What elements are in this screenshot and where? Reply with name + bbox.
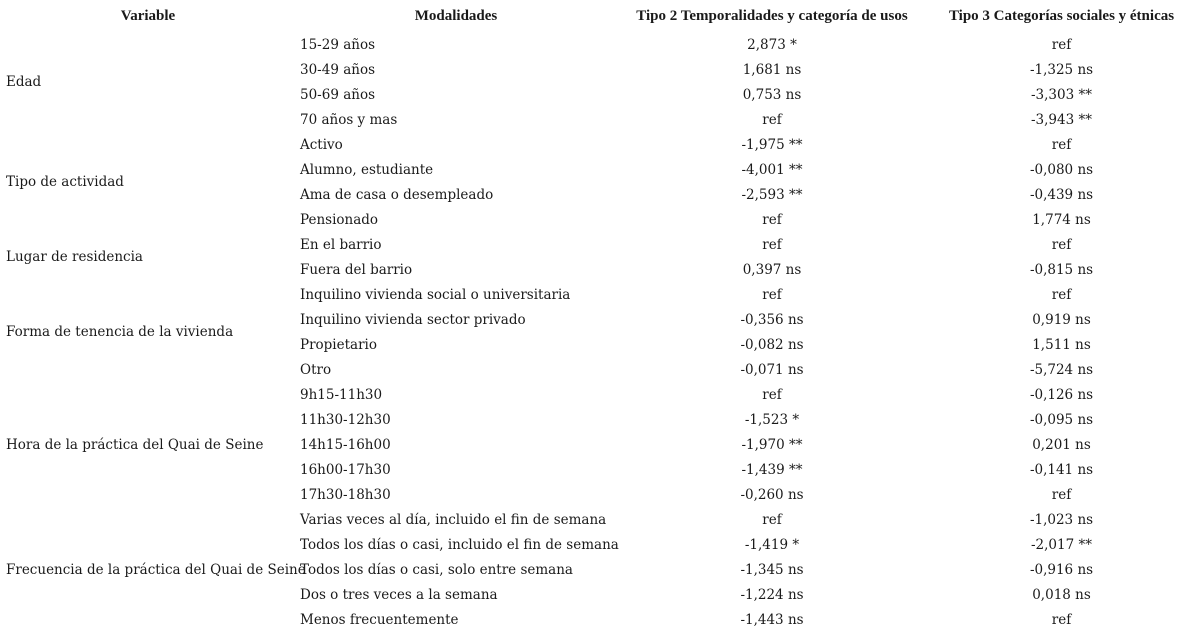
- modalidad-cell: Alumno, estudiante: [300, 161, 434, 178]
- tipo3-cell: 0,919 ns: [1032, 311, 1091, 328]
- tipo3-cell: 0,018 ns: [1032, 586, 1091, 603]
- tipo3-cell: ref: [1051, 286, 1072, 303]
- tipo2-cell: ref: [762, 511, 782, 528]
- tipo3-cell: ref: [1051, 486, 1072, 503]
- tipo3-cell: ref: [1051, 36, 1072, 53]
- modalidad-cell: Inquilino vivienda social o universitaria: [300, 286, 571, 303]
- tipo2-cell: -1,439 **: [741, 461, 803, 478]
- modalidad-cell: 30-49 años: [300, 61, 376, 78]
- tipo2-cell: ref: [762, 236, 782, 253]
- tipo2-cell: ref: [762, 211, 782, 228]
- variable-cell: Frecuencia de la práctica del Quai de Seine: [6, 561, 306, 578]
- tipo3-cell: -1,023 ns: [1029, 511, 1094, 528]
- modalidad-cell: 14h15-16h00: [300, 436, 391, 453]
- header-variable: Variable: [120, 7, 176, 24]
- tipo3-cell: -1,325 ns: [1029, 61, 1094, 78]
- modalidad-cell: 15-29 años: [300, 36, 376, 53]
- tipo3-cell: -0,815 ns: [1029, 261, 1094, 278]
- tipo3-cell: -0,080 ns: [1029, 161, 1094, 178]
- modalidad-cell: Propietario: [300, 336, 377, 353]
- tipo2-cell: ref: [762, 286, 782, 303]
- tipo3-cell: ref: [1051, 611, 1072, 628]
- modalidad-cell: Fuera del barrio: [300, 261, 413, 278]
- tipo2-cell: -0,356 ns: [740, 311, 804, 328]
- tipo2-cell: -1,419 *: [744, 536, 800, 553]
- modalidad-cell: 11h30-12h30: [300, 411, 391, 428]
- tipo3-cell: -0,095 ns: [1029, 411, 1094, 428]
- tipo2-cell: -1,443 ns: [740, 611, 804, 628]
- tipo2-cell: -0,082 ns: [740, 336, 804, 353]
- modalidad-cell: 17h30-18h30: [300, 486, 391, 503]
- modalidad-cell: Activo: [300, 136, 343, 153]
- header-tipo2: Tipo 2 Temporalidades y categoría de usos: [636, 7, 908, 24]
- modalidad-cell: 50-69 años: [300, 86, 376, 103]
- tipo2-cell: -4,001 **: [741, 161, 803, 178]
- table-row: [0, 32, 1195, 57]
- table-row: [0, 282, 1195, 307]
- table-row: [0, 382, 1195, 407]
- modalidad-cell: 16h00-17h30: [300, 461, 391, 478]
- tipo3-cell: 1,774 ns: [1032, 211, 1091, 228]
- header-row: [0, 0, 1195, 32]
- tipo3-cell: 0,201 ns: [1032, 436, 1091, 453]
- modalidad-cell: Menos frecuentemente: [300, 611, 459, 628]
- tipo2-cell: ref: [762, 111, 782, 128]
- variable-cell: Edad: [6, 74, 42, 90]
- tipo2-cell: -1,970 **: [741, 436, 803, 453]
- tipo3-cell: -3,943 **: [1030, 111, 1092, 128]
- table-body: [0, 32, 1195, 632]
- tipo3-cell: -2,017 **: [1030, 536, 1092, 553]
- modalidad-cell: Todos los días o casi, incluido el fin de semana: [300, 536, 619, 553]
- variable-cell: Tipo de actividad: [6, 174, 124, 190]
- modalidad-cell: Varias veces al día, incluido el fin de semana: [300, 511, 607, 528]
- header-tipo3: Tipo 3 Categorías sociales y étnicas: [948, 7, 1175, 24]
- tipo2-cell: 0,753 ns: [742, 86, 802, 103]
- table-row: [0, 507, 1195, 532]
- tipo3-cell: -3,303 **: [1030, 86, 1092, 103]
- tipo3-cell: -0,126 ns: [1029, 386, 1094, 403]
- tipo3-cell: -0,916 ns: [1029, 561, 1094, 578]
- table-row: [0, 232, 1195, 257]
- tipo2-cell: -0,260 ns: [740, 486, 804, 503]
- variable-cell: Hora de la práctica del Quai de Seine: [6, 436, 264, 453]
- tipo2-cell: 1,681 ns: [742, 61, 802, 78]
- tipo3-cell: -5,724 ns: [1029, 361, 1094, 378]
- tipo2-cell: 2,873 *: [747, 36, 797, 53]
- modalidad-cell: Ama de casa o desempleado: [300, 186, 494, 203]
- tipo2-cell: -0,071 ns: [740, 361, 804, 378]
- modalidad-cell: 70 años y mas: [300, 111, 398, 128]
- modalidad-cell: Todos los días o casi, solo entre semana: [300, 561, 573, 578]
- tipo3-cell: -0,141 ns: [1029, 461, 1094, 478]
- tipo2-cell: -1,975 **: [741, 136, 803, 153]
- tipo3-cell: 1,511 ns: [1032, 336, 1091, 353]
- tipo3-cell: ref: [1051, 236, 1072, 253]
- modalidad-cell: Dos o tres veces a la semana: [300, 586, 498, 603]
- table-row: [0, 132, 1195, 157]
- modalidad-cell: Pensionado: [300, 211, 379, 228]
- tipo2-cell: -1,523 *: [744, 411, 800, 428]
- tipo2-cell: ref: [762, 386, 782, 403]
- modalidad-cell: 9h15-11h30: [300, 386, 383, 403]
- variable-cell: Lugar de residencia: [6, 249, 143, 265]
- tipo2-cell: 0,397 ns: [742, 261, 802, 278]
- variable-cell: Forma de tenencia de la vivienda: [6, 324, 234, 340]
- tipo2-cell: -1,224 ns: [740, 586, 804, 603]
- tipo3-cell: -0,439 ns: [1029, 186, 1094, 203]
- header-modalidades: Modalidades: [414, 7, 498, 24]
- tipo2-cell: -1,345 ns: [740, 561, 804, 578]
- modalidad-cell: En el barrio: [300, 236, 382, 253]
- modalidad-cell: Inquilino vivienda sector privado: [300, 311, 526, 328]
- tipo2-cell: -2,593 **: [741, 186, 803, 203]
- tipo3-cell: ref: [1051, 136, 1072, 153]
- modalidad-cell: Otro: [300, 361, 332, 378]
